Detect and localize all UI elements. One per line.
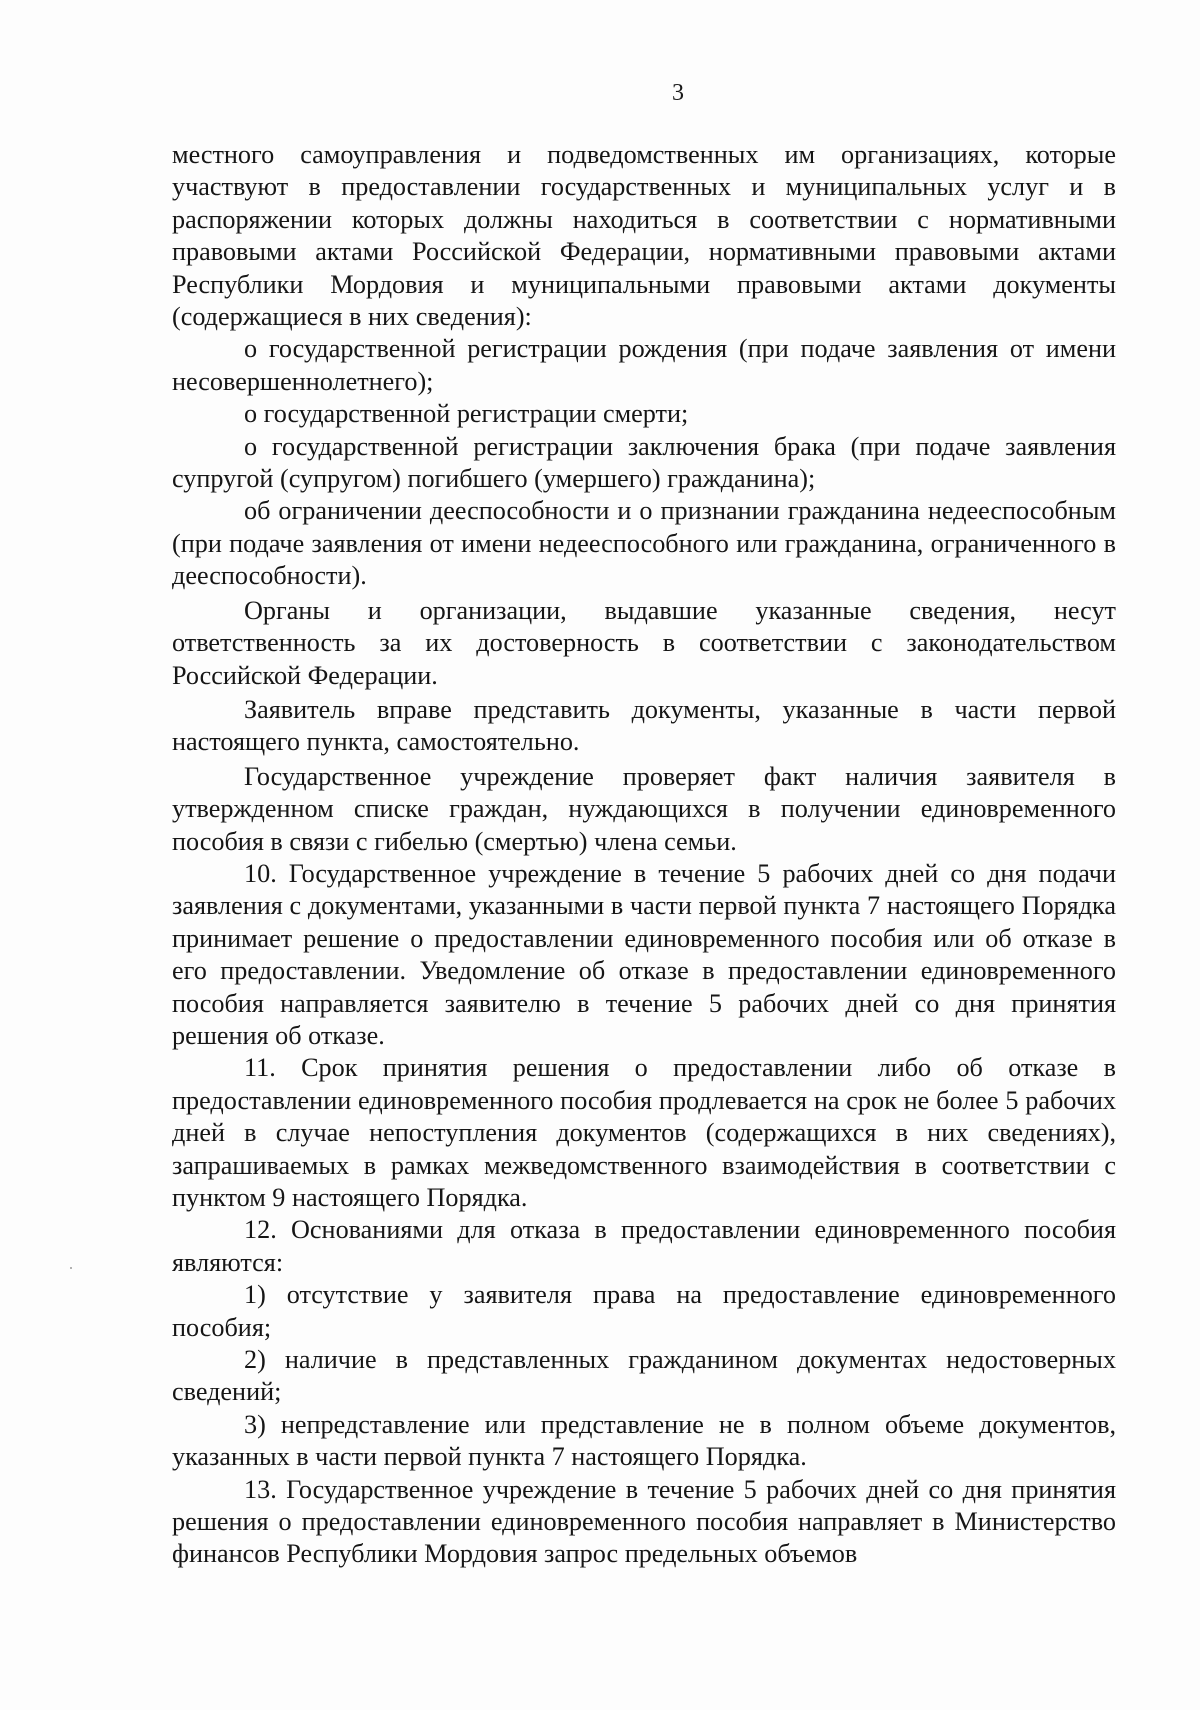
list-item-death-registration: о государственной регистрации смерти; <box>244 399 689 429</box>
page-number: 3 <box>672 80 684 106</box>
clause-12-item-3: 3) непредставление или представление не в полном объеме документов, указанных в части первой пункта 7 настоящего Порядка. <box>172 1409 1116 1472</box>
clause-12-item-2: 2) наличие в представленных гражданином документах недостоверных сведений; <box>172 1345 1116 1407</box>
list-item-incapacity: об ограничении дееспособности и о признании гражданина недееспособным (при подаче заявления от имени недееспособного или гражданина, ограниченного в дееспособности). <box>172 496 1116 591</box>
scan-speck <box>70 1267 72 1269</box>
clause-11: 11. Срок принятия решения о предоставлении либо об отказе в предоставлении единовременного пособия продлевается на срок не более 5 рабочих дней в случае непоступления документов (содержащихся в них сведениях), запрашиваемых в рамках межведомственного взаимодействия в соответствии с пунктом 9 настоящего Порядка. <box>172 1053 1116 1212</box>
paragraph-continuation: местного самоуправления и подведомственных им организациях, которые участвуют в предоставлении государственных и муниципальных услуг и в распоряжении которых должны находиться в соответствии с нормативными правовыми актами Российской Федерации, нормативными правовыми актами Республики Мордовия и муниципальными правовыми актами документы (содержащиеся в них сведения): <box>172 140 1116 332</box>
list-item-marriage-registration: о государственной регистрации заключения брака (при подаче заявления супругой (супругом) погибшего (умершего) гражданина); <box>172 431 1116 494</box>
document-body <box>172 139 1116 1571</box>
paragraph-applicant-right: Заявитель вправе представить документы, указанные в части первой настоящего пункта, самостоятельно. <box>172 694 1116 757</box>
paragraph-responsibility: Органы и организации, выдавшие указанные сведения, несут ответственность за их достоверность в соответствии с законодательством Российской Федерации. <box>172 595 1116 690</box>
list-item-birth-registration: о государственной регистрации рождения (при подаче заявления от имени несовершеннолетнего); <box>172 334 1116 396</box>
clause-10: 10. Государственное учреждение в течение 5 рабочих дней со дня подачи заявления с документами, указанными в части первой пункта 7 настоящего Порядка принимает решение о предоставлении единовременного пособия или об отказе в его предоставлении. Уведомление об отказе в предоставлении единовременного пособия направляется заявителю в течение 5 рабочих дней со дня принятия решения об отказе. <box>172 858 1116 1050</box>
clause-12-item-1: 1) отсутствие у заявителя права на предоставление единовременного пособия; <box>172 1280 1116 1342</box>
clause-12: 12. Основаниями для отказа в предоставлении единовременного пособия являются: <box>172 1215 1116 1277</box>
paragraph-list-check: Государственное учреждение проверяет факт наличия заявителя в утвержденном списке граждан, нуждающихся в получении единовременного пособия в связи с гибелью (смертью) члена семьи. <box>172 761 1116 856</box>
clause-13: 13. Государственное учреждение в течение 5 рабочих дней со дня принятия решения о предоставлении единовременного пособия направляет в Министерство финансов Республики Мордовия запрос предельных объемов <box>172 1474 1116 1569</box>
